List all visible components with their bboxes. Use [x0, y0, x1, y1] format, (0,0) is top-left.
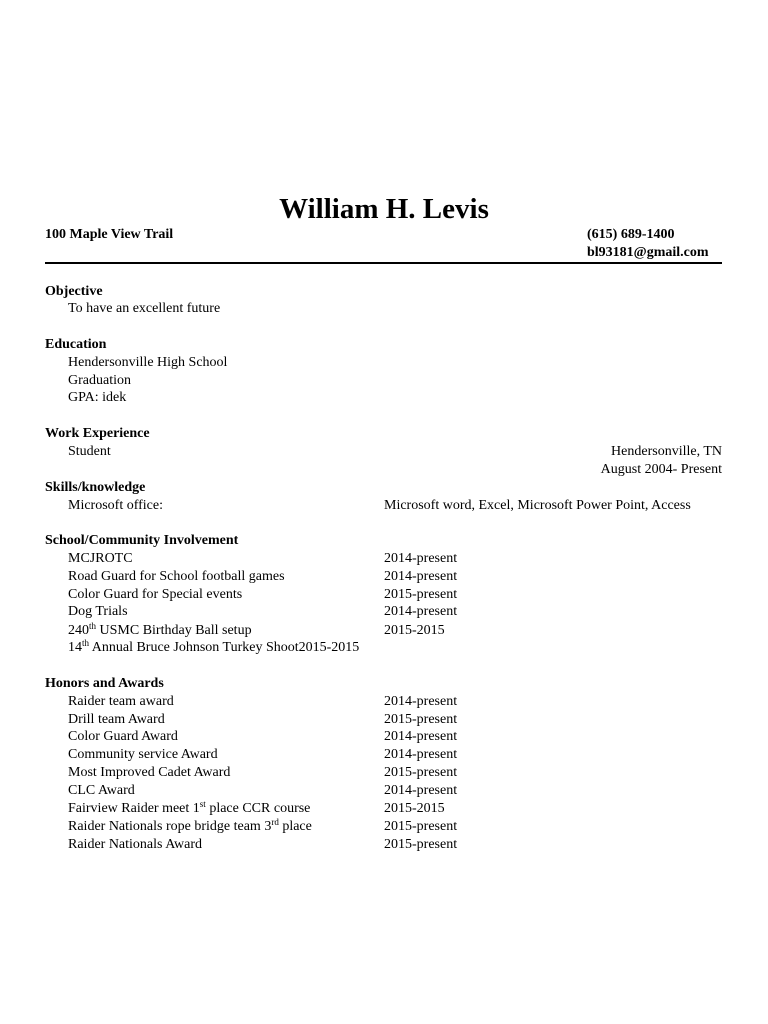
list-item	[68, 622, 252, 639]
work-dates: August 2004- Present	[600, 462, 722, 477]
work-heading: Work Experience	[45, 426, 150, 441]
list-item: Dog Trials	[68, 604, 128, 619]
ordinal-suffix: th	[89, 621, 97, 631]
objective-text: To have an excellent future	[68, 301, 221, 316]
phone: (615) 689-1400	[587, 227, 675, 242]
list-item-dates: 2015-present	[384, 837, 458, 852]
list-item: Most Improved Cadet Award	[68, 765, 231, 780]
list-item	[68, 639, 359, 656]
list-item: Raider Nationals Award	[68, 837, 203, 852]
list-item-text: Fairview Raider meet 1	[68, 801, 200, 816]
list-item-text: place CCR course	[205, 801, 311, 816]
list-item-dates: 2015-present	[384, 765, 458, 780]
list-item: Road Guard for School football games	[68, 569, 285, 584]
list-item-dates: 2015-2015	[298, 640, 360, 655]
skills-label: Microsoft office:	[68, 498, 163, 513]
ordinal-suffix: rd	[271, 817, 279, 827]
list-item-dates: 2015-2015	[384, 623, 445, 638]
list-item: Color Guard for Special events	[68, 587, 243, 602]
list-item: CLC Award	[68, 783, 135, 798]
list-item-dates: 2014-present	[384, 551, 458, 566]
objective-heading: Objective	[45, 284, 103, 299]
list-item-dates: 2015-present	[384, 587, 458, 602]
list-item-text: USMC Birthday Ball setup	[96, 623, 252, 638]
work-title: Student	[68, 444, 111, 459]
list-item-dates: 2014-present	[384, 747, 458, 762]
email: bl93181@gmail.com	[587, 244, 709, 260]
education-school: Hendersonville High School	[68, 355, 228, 370]
work-location: Hendersonville, TN	[611, 444, 722, 459]
list-item: Drill team Award	[68, 712, 165, 727]
list-item-text: place	[278, 819, 312, 834]
ordinal-suffix: th	[82, 638, 90, 648]
resume-name: William H. Levis	[279, 193, 489, 225]
list-item-dates: 2014-present	[384, 694, 458, 709]
honors-heading: Honors and Awards	[45, 676, 164, 691]
list-item-dates: 2014-present	[384, 783, 458, 798]
list-item	[68, 800, 310, 817]
list-item-text: Annual Bruce Johnson Turkey Shoot	[89, 640, 299, 655]
list-item-dates: 2014-present	[384, 729, 458, 744]
list-item	[68, 818, 312, 835]
skills-value: Microsoft word, Excel, Microsoft Power Point, Access	[384, 498, 691, 513]
list-item: Community service Award	[68, 747, 218, 762]
list-item: Color Guard Award	[68, 729, 178, 744]
list-item-dates: 2015-present	[384, 712, 458, 727]
ordinal-suffix: st	[199, 799, 206, 809]
list-item-dates: 2015-present	[384, 819, 458, 834]
header-divider	[45, 262, 722, 264]
list-item: Raider team award	[68, 694, 174, 709]
list-item-dates: 2015-2015	[384, 801, 445, 816]
list-item-dates: 2014-present	[384, 569, 458, 584]
education-gpa: GPA: idek	[68, 390, 127, 405]
contact-info	[587, 226, 709, 261]
list-item-text: Raider Nationals rope bridge team 3	[68, 819, 272, 834]
involvement-heading: School/Community Involvement	[45, 533, 239, 548]
education-heading: Education	[45, 337, 107, 352]
list-item: MCJROTC	[68, 551, 133, 566]
address: 100 Maple View Trail	[45, 227, 174, 242]
skills-heading: Skills/knowledge	[45, 480, 146, 495]
list-item-text: 240	[68, 623, 89, 638]
list-item-text: 14	[68, 640, 82, 655]
list-item-dates: 2014-present	[384, 604, 458, 619]
education-graduation: Graduation	[68, 373, 131, 388]
